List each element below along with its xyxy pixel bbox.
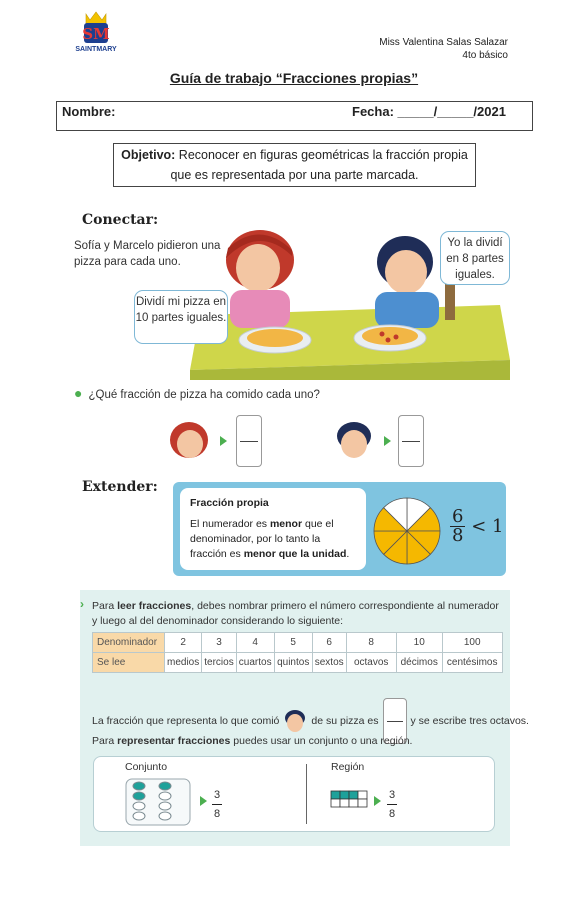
objective-box [113,143,476,187]
arrow-right-icon [384,436,391,446]
region-cell [358,799,367,807]
teacher-info [379,36,508,62]
fraction-answer-sofia[interactable] [236,415,262,467]
date-field[interactable]: Fecha: _____/_____/2021 [352,104,506,119]
inequality-denominator: 8 [452,525,464,546]
objective-text-2: que es representada por una parte marcada. [170,168,419,182]
page-title: Guía de trabajo “Fracciones propias” [169,70,419,86]
reading-intro: Para leer fracciones, debes nombrar primero el número correspondiente al numerador y luego al del denominador considerando lo siguiente: [92,600,499,627]
region-cell [331,799,340,807]
table-row [93,653,503,673]
speech-bubble-marcelo: Yo la dividí en 8 partes iguales. [440,231,510,285]
denominator-table [92,632,503,673]
set-element [133,792,145,800]
table-cell-denominator: 2 [165,633,202,653]
section-extender-title: Extender: [82,479,158,495]
table-cell-name: décimos [396,653,442,673]
set-element [159,792,171,800]
bullet-icon: ● [74,385,83,401]
arrow-right-icon [374,796,381,806]
concept-text: El numerador es menor que el denominador, por lo tanto la fracción es menor que la unidad. [190,518,350,560]
region-diagram [330,790,370,808]
table-cell-denominator: 5 [274,633,312,653]
chevron-right-icon: › [80,597,84,611]
svg-text:SM: SM [82,25,110,43]
table-cell-denominator: 4 [236,633,274,653]
example-sentence: La fracción que representa lo que comió de su pizza es y se escribe tres octavos. [92,698,529,744]
set-element [133,782,145,790]
concept-title: Fracción propia [190,497,269,509]
table-cell-name: octavos [346,653,396,673]
objective-label: Objetivo: [121,148,176,162]
table-cell-denominator: 100 [442,633,502,653]
table-cell-denominator: 8 [346,633,396,653]
school-logo [72,10,120,56]
concept-definition [180,488,366,570]
story-intro: Sofía y Marcelo pidieron una pizza para cada uno. [74,240,221,268]
region-fraction: $\frac{3}{8}$ [387,786,397,823]
table-header-denominador: Denominador [93,633,165,653]
table-cell-name: sextos [312,653,346,673]
grade-label: 4to básico [462,50,508,61]
set-element [133,802,145,810]
set-element [159,812,171,820]
svg-text:SAINTMARY: SAINTMARY [75,46,117,53]
inequality-numerator: 6 [452,506,464,527]
boy-face-icon [283,708,307,734]
name-field[interactable]: Nombre: [62,104,116,119]
section-conectar-title: Conectar: [82,212,159,228]
conjunto-label: Conjunto [125,761,168,773]
region-cell [331,791,340,799]
table-row [93,633,503,653]
region-cell [349,799,358,807]
divider [306,764,307,824]
region-label: Región [331,761,365,773]
table-cell-denominator: 6 [312,633,346,653]
girl-face-icon [168,420,210,462]
table-cell-denominator: 10 [396,633,442,653]
set-diagram [125,778,191,826]
fraction-answer-marcelo[interactable] [398,415,424,467]
table-cell-name: cuartos [236,653,274,673]
set-element [159,802,171,810]
fraction-circle-diagram [372,496,442,566]
proper-fraction-inequality [450,508,503,545]
region-cell [349,791,358,799]
table-cell-name: quintos [274,653,312,673]
table-cell-denominator: 3 [202,633,236,653]
table-cell-name: medios [165,653,202,673]
teacher-name: Miss Valentina Salas Salazar [379,37,508,48]
question-text [74,385,320,401]
set-element [133,812,145,820]
table-header-se-lee: Se lee [93,653,165,673]
inequality-rest: < 1 [471,516,504,537]
arrow-right-icon [200,796,207,806]
region-cell [340,799,349,807]
set-fraction: $\frac{3}{8}$ [212,786,222,823]
table-cell-name: tercios [202,653,236,673]
question-label: ¿Qué fracción de pizza ha comido cada uno? [88,389,320,401]
table-cell-name: centésimos [442,653,502,673]
arrow-right-icon [220,436,227,446]
boy-face-icon [334,420,374,462]
region-cell [358,791,367,799]
objective-text-1: Reconocer en figuras geométricas la fracción propia [175,148,468,162]
speech-bubble-sofia: Dividí mi pizza en 10 partes iguales. [134,290,228,344]
represent-intro: Para representar fracciones puedes usar un conjunto o una región. [92,735,413,747]
set-element [159,782,171,790]
region-cell [340,791,349,799]
